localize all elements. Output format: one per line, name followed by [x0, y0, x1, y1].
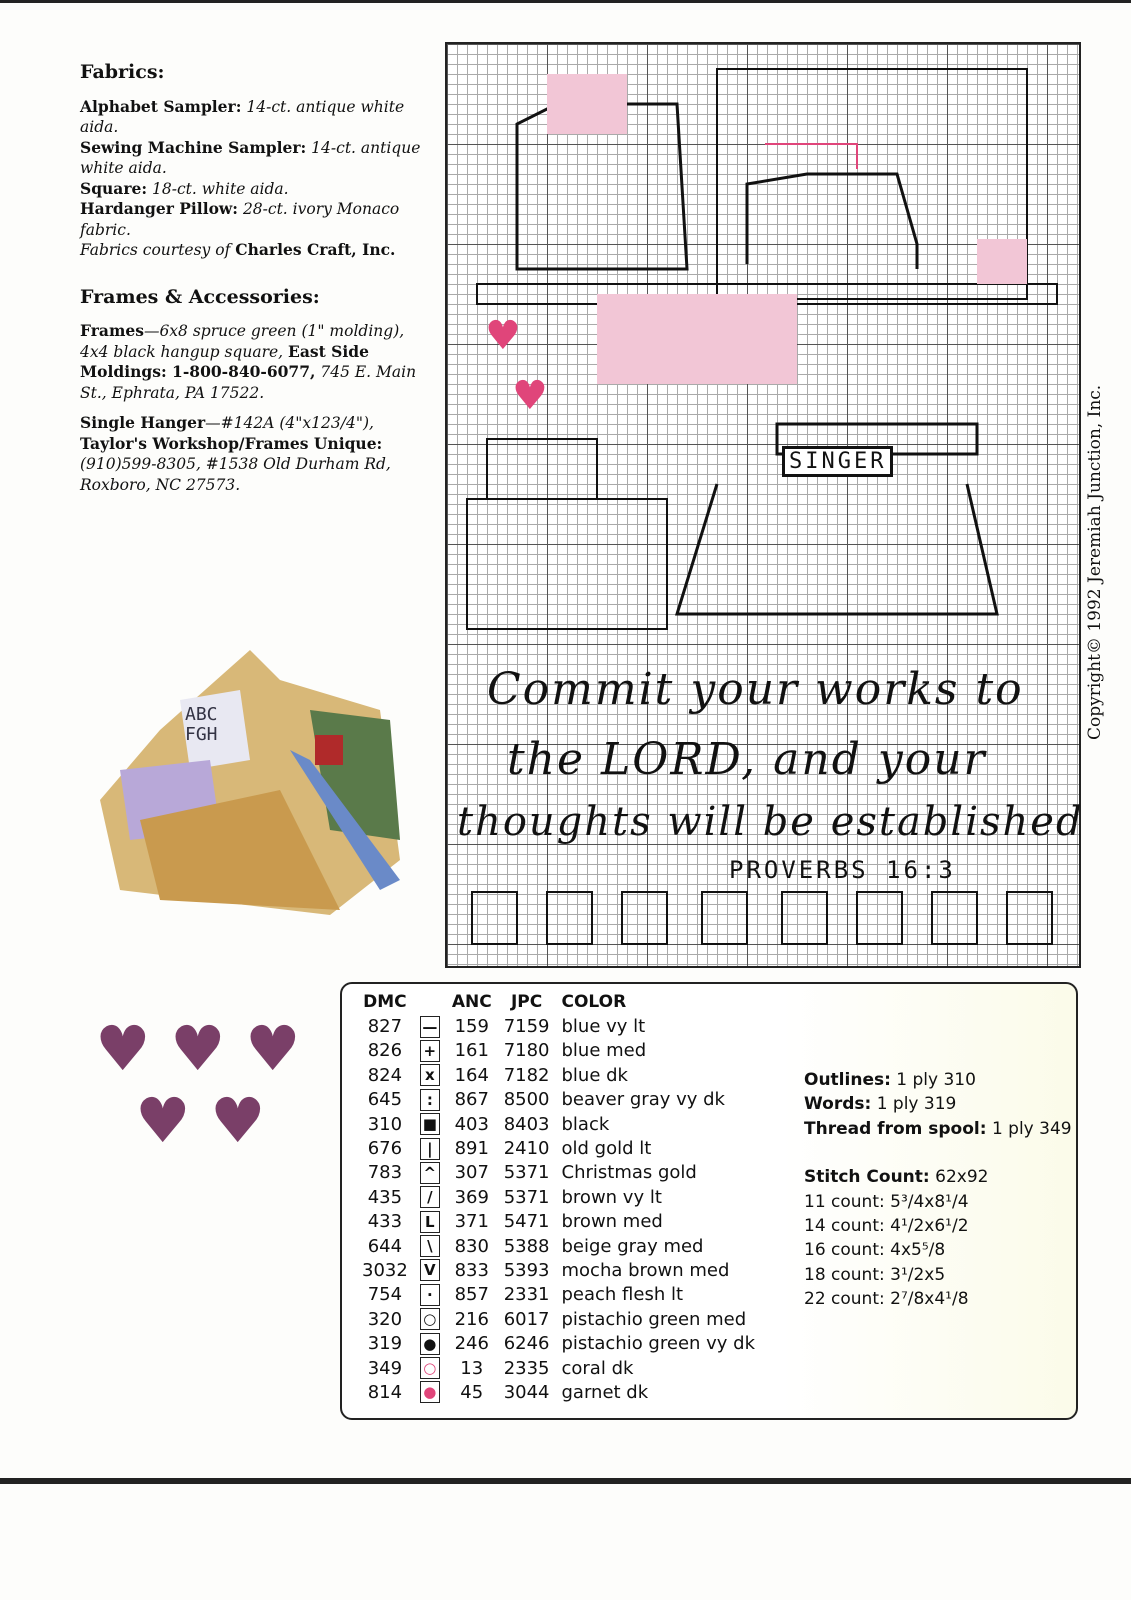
color-name: blue dk	[561, 1064, 628, 1086]
key-row	[356, 1331, 761, 1355]
materials-column	[80, 62, 430, 495]
heart-icon: ♥	[245, 1012, 301, 1085]
jpc-number: 8403	[503, 1113, 550, 1135]
color-name: peach flesh lt	[561, 1284, 684, 1306]
fabric-item: Hardanger Pillow: 28-ct. ivory Monaco fabric.	[80, 199, 400, 239]
drawer-chest	[467, 499, 667, 629]
dmc-number: 754	[367, 1284, 403, 1306]
key-row	[356, 1234, 761, 1258]
key-row	[356, 1283, 761, 1307]
dmc-number: 319	[367, 1333, 403, 1355]
heart-icon: ♥	[210, 1084, 266, 1157]
cross-stitch-chart	[445, 42, 1084, 968]
svg-text:♥: ♥	[512, 373, 548, 419]
dmc-number: 435	[367, 1186, 403, 1208]
stitch-symbol-icon: |	[414, 1136, 446, 1160]
key-row	[356, 1210, 761, 1234]
color-name: blue med	[561, 1040, 647, 1062]
key-row	[356, 1380, 761, 1404]
color-name: coral dk	[561, 1357, 634, 1379]
key-row	[356, 1039, 761, 1063]
key-row	[356, 1063, 761, 1087]
anc-number: 45	[460, 1381, 484, 1403]
stitch-symbol-icon: x	[414, 1063, 446, 1087]
stitch-symbol-icon: ●	[414, 1380, 446, 1404]
jpc-number: 5393	[503, 1259, 550, 1281]
words-note: Words: 1 ply 319	[804, 1094, 957, 1115]
color-name: garnet dk	[561, 1381, 649, 1403]
anc-number: 161	[454, 1040, 489, 1062]
frames-heading: Frames & Accessories:	[80, 285, 320, 308]
dmc-number: 645	[367, 1089, 403, 1111]
anc-number: 867	[454, 1089, 489, 1111]
stitch-symbol-icon: :	[414, 1088, 446, 1112]
color-name: pistachio green vy dk	[561, 1333, 756, 1355]
fabric-stack	[487, 439, 597, 499]
stitch-count: Stitch Count: 62x92	[804, 1167, 989, 1188]
fabric-item: Square: 18-ct. white aida.	[80, 178, 289, 198]
sewing-machine-motif	[747, 174, 917, 269]
key-row	[356, 1014, 761, 1038]
key-row	[356, 1161, 761, 1185]
count-size: 18 count: 3¹/2x5	[804, 1264, 946, 1285]
color-name: mocha brown med	[561, 1259, 730, 1281]
hanger-info: Single Hanger—#142A (4"x123/4"), Taylor's Workshop/Frames Unique: (910)599-8305, #1538 Old Durham Rd, Roxboro, NC 27573.	[80, 413, 391, 494]
heart-icon: ♥	[170, 1012, 226, 1085]
key-row	[356, 1258, 761, 1282]
copyright: Copyright© 1992 Jeremiah Junction, Inc.	[1085, 384, 1105, 740]
key-row	[356, 1307, 761, 1331]
anc-number: 369	[454, 1186, 489, 1208]
jpc-number: 5371	[503, 1186, 550, 1208]
color-key-table	[356, 990, 761, 1405]
jpc-number: 6017	[503, 1308, 550, 1330]
dmc-number: 814	[367, 1381, 403, 1403]
color-name: black	[561, 1113, 610, 1135]
svg-text:ABC: ABC	[185, 704, 218, 725]
fabric-courtesy: Fabrics courtesy of Charles Craft, Inc.	[80, 240, 396, 259]
spool-border	[472, 892, 1052, 944]
heart-icon: ♥	[135, 1084, 191, 1157]
color-key	[340, 982, 1078, 1420]
jpc-number: 3044	[503, 1381, 550, 1403]
key-header: DMC ANC JPC COLOR	[363, 992, 627, 1013]
anc-number: 891	[454, 1138, 489, 1160]
anc-number: 371	[454, 1211, 489, 1233]
scan-edge	[0, 1478, 1131, 1484]
color-name: pistachio green med	[561, 1308, 747, 1330]
fabric-item: Sewing Machine Sampler: 14-ct. antique white aida.	[80, 137, 421, 177]
count-size: 16 count: 4x5⁵/8	[804, 1240, 946, 1261]
svg-text:♥: ♥	[485, 313, 521, 359]
frames-info: Frames—6x8 spruce green (1" molding), 4x4 black hangup square, East Side Moldings: 1-800-840-6077, 745 E. Main St., Ephrata, PA 17522.	[80, 321, 417, 402]
spool-thread	[765, 144, 857, 169]
fabric-item: Alphabet Sampler: 14-ct. antique white aida.	[80, 96, 405, 136]
treadle-base	[677, 484, 997, 614]
stitch-symbol-icon: ●	[414, 1331, 446, 1355]
heart-icon: ♥	[95, 1012, 151, 1085]
anc-number: 246	[454, 1333, 489, 1355]
jpc-number: 7159	[503, 1016, 550, 1038]
jpc-number: 6246	[503, 1333, 550, 1355]
dmc-number: 433	[367, 1211, 403, 1233]
count-size: 22 count: 2⁷/8x4¹/8	[804, 1289, 969, 1310]
finished-square-photo	[100, 640, 430, 920]
dmc-number: 3032	[362, 1259, 408, 1281]
jpc-number: 2410	[503, 1138, 550, 1160]
color-name: blue vy lt	[561, 1016, 646, 1038]
stitch-notes	[804, 1068, 1072, 1312]
count-size: 14 count: 4¹/2x6¹/2	[804, 1216, 969, 1237]
stitch-symbol-icon: ·	[414, 1283, 446, 1307]
key-row	[356, 1112, 761, 1136]
stitch-symbol-icon: ○	[414, 1307, 446, 1331]
outlines-note: Outlines: 1 ply 310	[804, 1070, 976, 1090]
stitch-symbol-icon: \	[414, 1234, 446, 1258]
stitch-symbol-icon: ^	[414, 1161, 446, 1185]
anc-number: 159	[454, 1016, 489, 1038]
anc-number: 833	[454, 1259, 489, 1281]
anc-number: 164	[454, 1064, 489, 1086]
key-row	[356, 1356, 761, 1380]
jpc-number: 5388	[503, 1235, 550, 1257]
dmc-number: 320	[367, 1308, 403, 1330]
verse-line: thoughts will be established	[457, 799, 1084, 845]
dmc-number: 676	[367, 1138, 403, 1160]
stitch-symbol-icon: —	[414, 1014, 446, 1038]
verse-reference: PROVERBS 16:3	[729, 856, 956, 884]
anc-number: 857	[454, 1284, 489, 1306]
dmc-number: 310	[367, 1113, 403, 1135]
color-name: beaver gray vy dk	[561, 1089, 725, 1111]
fabrics-heading: Fabrics:	[80, 61, 165, 83]
verse-line: the LORD, and your	[507, 734, 987, 785]
jpc-number: 5471	[503, 1211, 550, 1233]
anc-number: 216	[454, 1308, 489, 1330]
stitch-symbol-icon: ■	[414, 1112, 446, 1136]
svg-text:FGH: FGH	[185, 724, 218, 745]
key-row	[356, 1088, 761, 1112]
color-name: beige gray med	[561, 1235, 704, 1257]
jpc-number: 8500	[503, 1089, 550, 1111]
scan-edge	[0, 0, 1131, 3]
count-size: 11 count: 5³/4x8¹/4	[804, 1191, 969, 1212]
color-name: brown vy lt	[561, 1186, 662, 1208]
jpc-number: 7182	[503, 1064, 550, 1086]
verse-line: Commit your works to	[487, 664, 1024, 715]
spool-note: Thread from spool: 1 ply 349	[804, 1118, 1072, 1139]
color-name: old gold lt	[561, 1138, 652, 1160]
singer-label: SINGER	[782, 446, 893, 477]
dmc-number: 826	[367, 1040, 403, 1062]
anc-number: 307	[454, 1162, 489, 1184]
dmc-number: 827	[367, 1016, 403, 1038]
jpc-number: 5371	[503, 1162, 550, 1184]
jpc-number: 2335	[503, 1357, 550, 1379]
pink-fabric	[597, 294, 797, 384]
jpc-number: 2331	[503, 1284, 550, 1306]
dmc-number: 349	[367, 1357, 403, 1379]
stitch-symbol-icon: +	[414, 1039, 446, 1063]
stitch-symbol-icon: ○	[414, 1356, 446, 1380]
anc-number: 403	[454, 1113, 489, 1135]
anc-number: 830	[454, 1235, 489, 1257]
ribbon-bow	[547, 74, 627, 134]
stitch-symbol-icon: L	[414, 1210, 446, 1234]
jpc-number: 7180	[503, 1040, 550, 1062]
pincushion	[977, 239, 1027, 284]
dmc-number: 783	[367, 1162, 403, 1184]
dmc-number: 644	[367, 1235, 403, 1257]
stitch-symbol-icon: V	[414, 1258, 446, 1282]
key-row	[356, 1185, 761, 1209]
dmc-number: 824	[367, 1064, 403, 1086]
color-name: brown med	[561, 1211, 663, 1233]
key-row	[356, 1136, 761, 1160]
fabrics-list	[80, 97, 430, 261]
color-name: Christmas gold	[561, 1162, 697, 1184]
stitch-symbol-icon: /	[414, 1185, 446, 1209]
anc-number: 13	[460, 1357, 484, 1379]
